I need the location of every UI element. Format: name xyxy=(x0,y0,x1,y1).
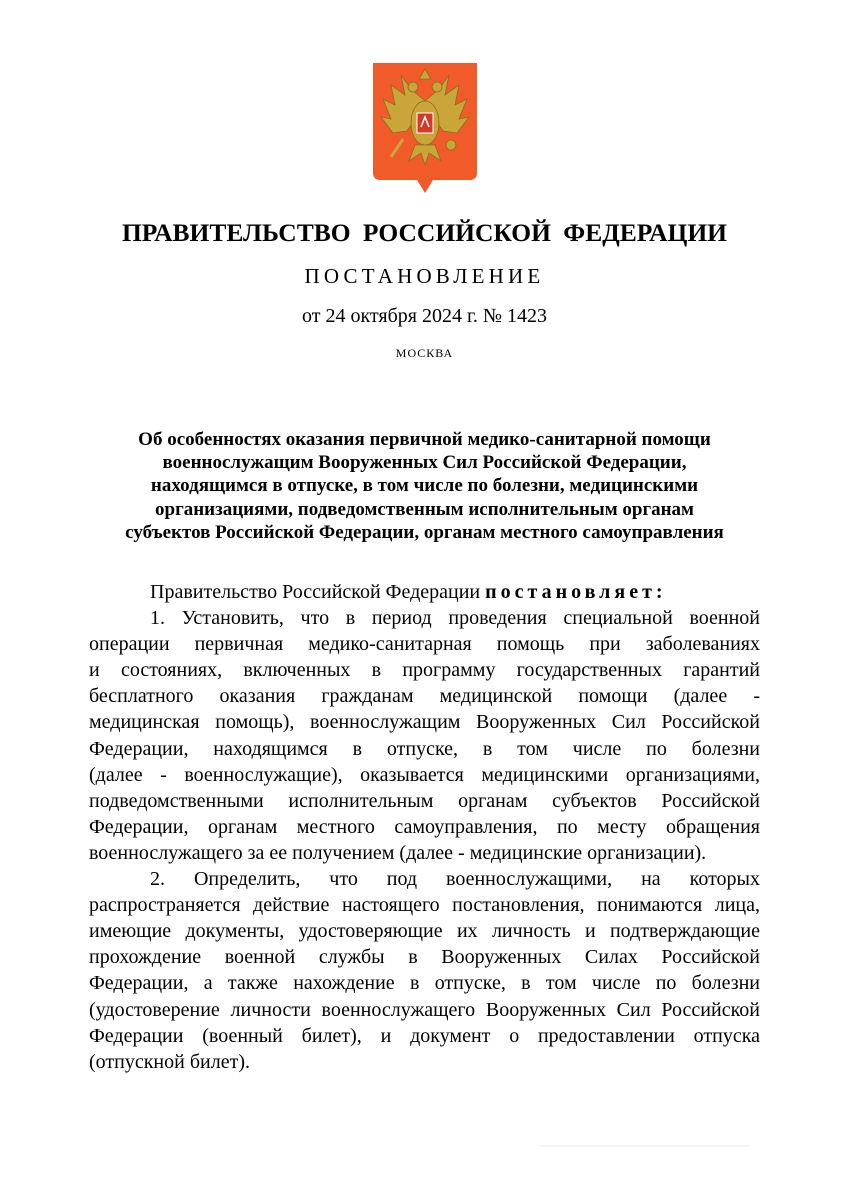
paragraph-line: 1. Установить, что в период проведения специальной военной xyxy=(150,607,760,630)
government-name: ПРАВИТЕЛЬСТВО РОССИЙСКОЙ ФЕДЕРАЦИИ xyxy=(121,218,728,247)
paragraph-line: имеющие документы, удостоверяющие их личность и подтверждающие xyxy=(89,920,760,943)
document-body xyxy=(89,579,760,1075)
preamble xyxy=(89,579,760,605)
title-line: организациями, подведомственным исполнительным органам xyxy=(155,498,694,520)
preamble-verb: постановляет: xyxy=(485,581,667,603)
city: МОСКВА xyxy=(395,346,454,360)
coat-of-arms-icon xyxy=(371,61,479,195)
title-line: субъектов Российской Федерации, органам местного самоуправления xyxy=(125,521,724,543)
paragraph-line: (удостоверение личности военнослужащего Вооруженных Сил Российской xyxy=(89,998,760,1021)
paragraph-line: прохождение военной службы в Вооруженных Силах Российской xyxy=(89,946,760,969)
paragraph-1 xyxy=(89,605,760,866)
title-line: находящимся в отпуске, в том числе по болезни, медицинскими xyxy=(150,475,699,497)
paragraph-line: подведомственными исполнительным органам субъектов Российской xyxy=(89,789,760,812)
paragraph-line: распространяется действие настоящего постановления, понимаются лица, xyxy=(89,894,760,917)
paragraph-line: Федерации, органам местного самоуправления, по месту обращения xyxy=(89,815,760,838)
scan-artifact xyxy=(540,1145,750,1147)
paragraph-line: Федерации (военный билет), и документ о предоставлении отпуска xyxy=(89,1024,760,1047)
paragraphs xyxy=(89,605,760,1075)
paragraph-line: медицинская помощь), военнослужащим Вооруженных Сил Российской xyxy=(89,711,760,734)
paragraph-line: и состояниях, включенных в программу государственных гарантий xyxy=(89,659,760,682)
date-and-number: от 24 октября 2024 г. № 1423 xyxy=(301,305,547,327)
document-type: ПОСТАНОВЛЕНИЕ xyxy=(304,264,545,288)
preamble-text: Правительство Российской Федерации xyxy=(150,581,486,603)
title-line: Об особенностях оказания первичной медико-санитарной помощи xyxy=(138,429,711,450)
title-line: военнослужащим Вооруженных Сил Российской Федерации, xyxy=(162,452,687,474)
paragraph-line: Федерации, находящимся в отпуске, в том числе по болезни xyxy=(89,737,760,760)
paragraph-2 xyxy=(89,866,760,1075)
paragraph-line: Федерации, а также нахождение в отпуске, в том числе по болезни xyxy=(89,972,760,995)
paragraph-line: военнослужащего за ее получением (далее - медицинские организации). xyxy=(89,841,707,864)
document-title xyxy=(0,428,849,544)
paragraph-line: операции первичная медико-санитарная помощь при заболеваниях xyxy=(89,633,760,656)
paragraph-line: (далее - военнослужащие), оказывается медицинскими организациями, xyxy=(89,763,760,786)
paragraph-line: 2. Определить, что под военнослужащими, на которых xyxy=(150,868,760,891)
paragraph-line: бесплатного оказания гражданам медицинской помощи (далее - xyxy=(89,685,760,708)
paragraph-line: (отпускной билет). xyxy=(89,1050,250,1073)
